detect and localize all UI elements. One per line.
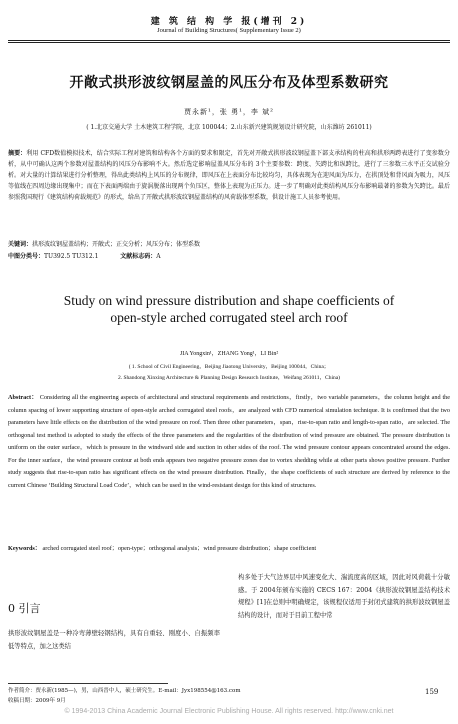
- keywords-en-text: arched corrugated steel roof；open-type；orthogonal analysis；wind pressure distribution；shape coefficient: [42, 545, 317, 552]
- paper-title-en-line2: open-style arched corrugated steel arch roof: [110, 310, 348, 325]
- footnote-received: 收稿日期：2009年 9月: [8, 698, 66, 704]
- affiliation-en-2: 2. Shandong Xinxing Architecture & Planning Design Research Institute，Weifang 261011，China): [117, 375, 341, 381]
- journal-title-en: Journal of Building Structures( Supplementary Issue 2): [157, 27, 301, 34]
- cnki-watermark: © 1994-2013 China Academic Journal Electronic Publishing House. All rights reserved. http://www.cnki.net: [64, 708, 394, 715]
- keywords-en-label: Keywords：: [8, 545, 41, 552]
- doc-code-value: A: [156, 253, 161, 260]
- journal-title-cn: 建 筑 结 构 学 报(增刊 2): [150, 17, 308, 27]
- intro-left-column: 拱形波纹钢屋盖是一种冷弯薄壁轻钢结构，具有自重轻、刚度小、自振频率低等特点，加之这类结: [8, 630, 220, 650]
- abstract-cn-label: 摘要：: [8, 150, 27, 157]
- abstract-en-label: Abstract：: [8, 394, 38, 401]
- affiliation-en-1: ( 1. School of Civil Engineering，Beijing Jiaotong University，Beijing 100044，China；: [128, 364, 330, 370]
- paper-title-en: [0, 292, 458, 326]
- classification-line: [8, 251, 450, 262]
- section-heading-introduction: 0 引言: [8, 602, 41, 615]
- clc-value: TU392.5 TU312.1: [44, 253, 99, 260]
- page-number: 159: [425, 688, 439, 696]
- footnote-author-bio: 作者简介：贾永新(1985—)，男，山西晋中人，硕士研究生。E-mail：Jyx198554@163.com: [8, 688, 241, 694]
- footnote-rule: [8, 683, 168, 684]
- keywords-cn: [8, 239, 450, 250]
- clc-label: 中图分类号：: [8, 253, 45, 260]
- doc-code-label: 文献标志码：: [120, 253, 157, 260]
- header-rule: [8, 40, 450, 41]
- authors-en: JIA Yongxin¹，ZHANG Yong¹，LI Bin²: [179, 351, 279, 357]
- affiliation-cn: ( 1.北京交通大学 土木建筑工程学院，北京 100044；2.山东新兴建筑规划设计研究院，山东潍坊 261011): [86, 124, 372, 131]
- abstract-cn-text: 利用 CFD数值模拟技术，结合实际工程对建筑和结构各个方面的要求和限定，首先对开敞式拱形波纹钢屋盖下部支承结构的柱高和拱形两跨表进行了变参数分析，从中可确认这两个参数对屋盖结构的风压分布影响不大。然后选定影响屋盖风压分布的 3个主要参数：跨度、矢跨比和纵跨比，进行了三参数三水平正交试验分析。对大量的计算结果进行分析整理，得出此类结构上风压的分布规律，即风压在上表面分布比较均匀，具体表现为在迎风面为压力，在拱顶处和背风面为吸力，风压等值线在四周边缘出现集中；而在下表面两端由于旋涡脱落出现两个负压区，整体上表现为正压力。进一步了明确对此类结构风压分布影响最著的参数为矢跨比。最后参照我国现行《建筑结构荷载规范》的形式，给出了开敞式拱形波纹钢屋盖结构的风荷载体型系数，供设计施工人员参考使用。: [8, 150, 450, 201]
- intro-right-column: 构多处于大气边界层中风速变化大、湍流度高的区域，因此对风荷载十分敏感。于 2004年颁布实施的 CECS 167：2004《拱形波纹钢屋盖结构技术规程》[1]在总则中明确规定，该规程仅适用于封闭式建筑的拱形波纹钢屋盖结构的设计，而对于目前工程中常: [238, 574, 450, 619]
- paper-title-cn: 开敞式拱形波纹钢屋盖的风压分布及体型系数研究: [69, 75, 389, 91]
- keywords-cn-text: 拱形波纹钢屋盖结构；开敞式；正交分析；风压分布；体型系数: [32, 241, 201, 248]
- paper-title-en-line1: Study on wind pressure distribution and shape coefficients of: [63, 293, 395, 308]
- authors-cn: 贾永新¹，张 勇¹，李 斌²: [184, 108, 274, 116]
- keywords-en: [8, 543, 450, 556]
- abstract-cn: [8, 148, 450, 203]
- abstract-en-text: Considering all the engineering aspects of architectural and structural requirements and restrictions，firstly，two variable parameters，the column height and the column spacing of lower supporting structure of open-style arched corrugated steel roofs，are analyzed with CFD numerical simulation technique. It is confirmed that the two parameters have little effects on the distribution of the wind pressure on roof. Then three other parameters，span，rise-to-span ratio and length-to-span ratio，are selected. The orthogonal test method is adopted to study the effects of the three parameters and the regularities of the distribution of wind pressure are obtained. The pressure distribution is uniform on the outer surface，which is pressure in the windward side and suction in other sides of the roof. The wind pressure contour appears concentrated around the edges. For the inner surface，the wind pressure contour at both ends appears two negative pressure zones due to vortex shedding while at other parts shows positive pressure. Further study suggests that rise-to-span ratio has significant effects on the wind pressure distribution. Finally，the shape coefficients of such structure are derived by reference to the current Chinese ‘Building Structural Load Code’，which can be used in the wind-resistant design for this kind of structures.: [8, 394, 451, 489]
- abstract-en: [8, 392, 450, 492]
- header-rule-thin: [8, 42, 450, 43]
- keywords-cn-label: 关键词：: [8, 241, 33, 248]
